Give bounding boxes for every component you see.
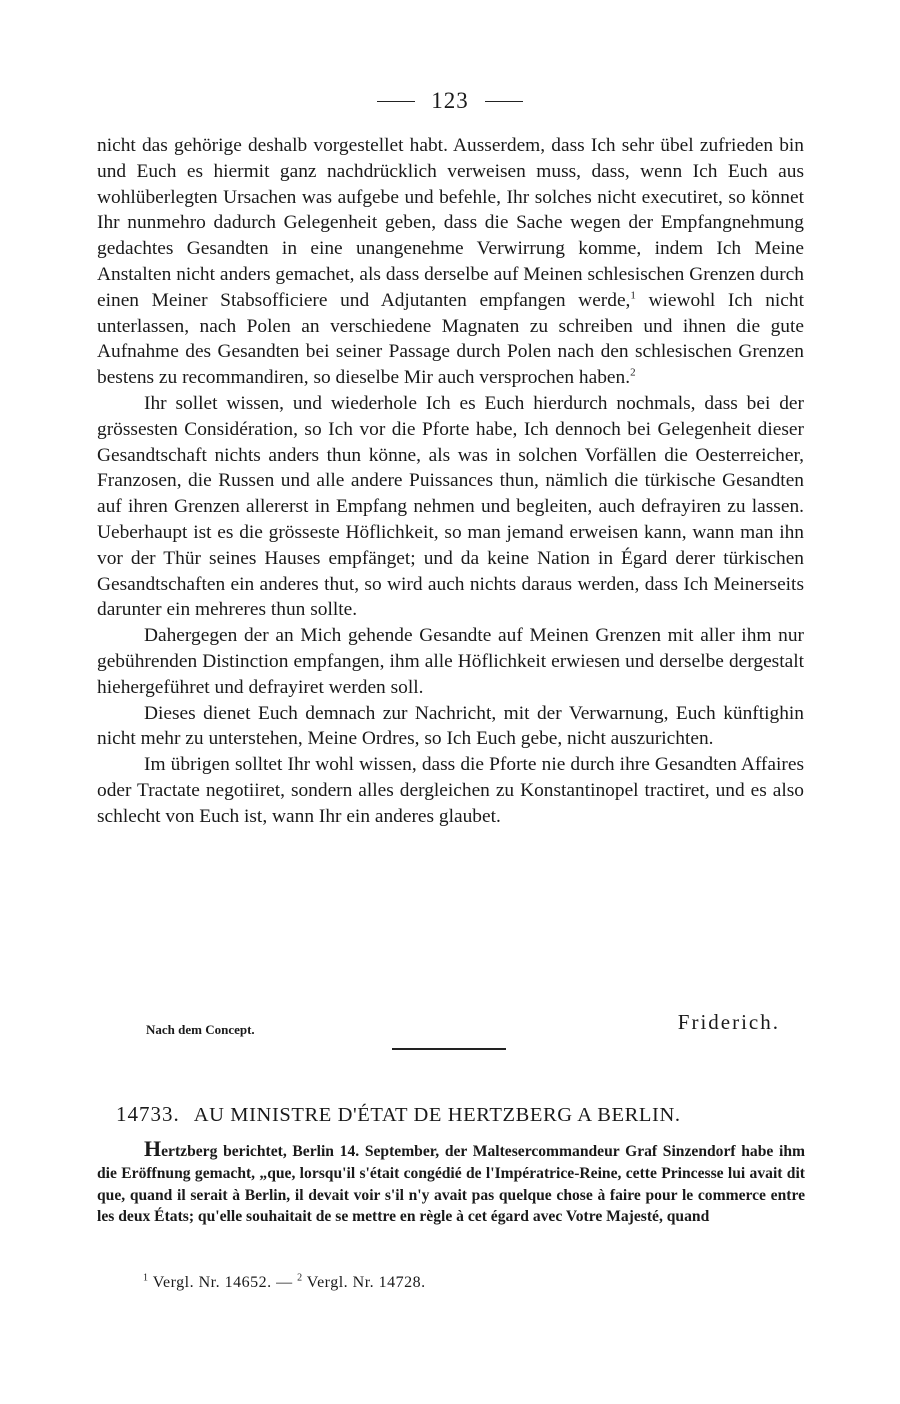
header-dash-right <box>485 101 523 102</box>
document-number: 14733. <box>116 1102 180 1126</box>
footnote-marker: 2 <box>630 366 636 379</box>
document-summary <box>97 1138 805 1228</box>
paragraph-text: nicht das gehörige deshalb vorgestellet habt. Ausserdem, dass Ich sehr übel zufrieden bin und Euch es hiermit ganz nachdrücklich verweisen muss, dass, wenn Ich Euch aus wohlüberlegten Ursachen was aufgebe und befehle, Ihr solches nicht executiret, so könnet Ihr nunmehro dadurch Gelegenheit geben, dass die Sache wegen der Empfangnehmung gedachtes Gesandten in eine unangenehme Verwirrung komme, indem Ich Meine Anstalten nicht anders gemachet, als dass derselbe auf Meinen schlesischen Grenzen durch einen Meiner Stabsofficiere und Adjutanten empfangen werde, <box>97 135 804 311</box>
letter-paragraph <box>97 752 804 829</box>
footnote <box>143 1274 272 1291</box>
paragraph-text: Ihr sollet wissen, und wiederhole Ich es Euch hierdurch nochmals, dass bei der grössesten Considération, so Ich vor die Pforte habe, Ich dennoch bei Gelegenheit dieser Gesandtschaft nichts anders thun könne, als was in solchen Vorfällen die Oesterreicher, Franzosen, die Russen und alle andere Puissances thun, nämlich die türkische Gesandten auf ihren Grenzen allererst in Empfang nehmen und begleiten, auch defrayiren zu lassen. Ueberhaupt ist es die grösseste Höflichkeit, so man jemand erweisen kann, wann man ihn vor der Thür seines Hauses empfänget; und da keine Nation in Égard derer türkischen Gesandtschaften ein anderes thut, so wird auch nichts daraus werden, dass Ich Meinerseits darunter ein mehreres thun sollte. <box>97 392 804 621</box>
summary-text: ertzberg berichtet, Berlin 14. September, der Maltesercommandeur Graf Sinzendorf habe ihm die Eröffnung gemacht, „que, lorsqu'il s'était congédié de l'Impératrice-Reine, cette Princesse lui avait dit que, quand il serait à Berlin, il devait voir s'il n'y avait pas quelque chose à faire pour le commerce entre les deux États; qu'elle souhaitait de se mettre en règle à cet égard avec Votre Majesté, quand <box>97 1143 805 1226</box>
footnote-number: 1 <box>143 1272 149 1284</box>
page-header <box>0 86 900 116</box>
letter-paragraph <box>97 391 804 623</box>
letter-paragraph <box>97 133 804 391</box>
document-title: AU MINISTRE D'ÉTAT DE HERTZBERG A BERLIN. <box>193 1104 681 1126</box>
paragraph-text: Im übrigen solltet Ihr wohl wissen, dass die Pforte nie durch ihre Gesandten Affaires oder Tractate negotiiret, sondern alles dergleichen zu Konstantinopel tractiret, und es also schlecht von Euch ist, wann Ihr ein anderes glaubet. <box>97 754 804 827</box>
footnotes <box>143 1274 843 1292</box>
paragraph-text: Dieses dienet Euch demnach zur Nachricht, mit der Verwarnung, Euch künftighin nicht mehr zu unterstehen, Meine Ordres, so Ich Euch gebe, nicht auszurichten. <box>97 702 804 750</box>
letter-body <box>97 133 804 830</box>
footnote-text: Vergl. Nr. 14652. <box>148 1274 272 1291</box>
footnote-marker: 1 <box>630 289 636 302</box>
paragraph-text: wiewohl Ich nicht unterlassen, nach Polen an verschiedene Magnaten zu schreiben und ihnen die gute Aufnahme des Gesandten bei seiner Passage durch Polen nach den schlesischen Grenzen bestens zu recommandiren, so dieselbe Mir auch versprochen haben. <box>97 289 804 389</box>
section-divider <box>392 1048 506 1050</box>
signature: Friderich. <box>677 1010 780 1034</box>
document-heading <box>116 1102 816 1127</box>
footnote-number: 2 <box>297 1272 303 1284</box>
footnote-text: Vergl. Nr. 14728. <box>302 1274 426 1291</box>
signature-row <box>146 1008 786 1040</box>
footnote <box>297 1274 426 1291</box>
page-number: 123 <box>431 88 469 113</box>
letter-paragraph <box>97 701 804 753</box>
letter-paragraph <box>97 623 804 700</box>
source-note: Nach dem Concept. <box>146 1022 255 1037</box>
summary-dropcap: H <box>144 1136 162 1161</box>
footnote-separator: — <box>276 1274 293 1291</box>
header-dash-left <box>377 101 415 102</box>
paragraph-text: Dahergegen der an Mich gehende Gesandte auf Meinen Grenzen mit aller ihm nur gebührenden Distinction empfangen, ihm alle Höflichkeit erwiesen und derselbe dergestalt hiehergeführet und defrayiret werden soll. <box>97 625 804 698</box>
